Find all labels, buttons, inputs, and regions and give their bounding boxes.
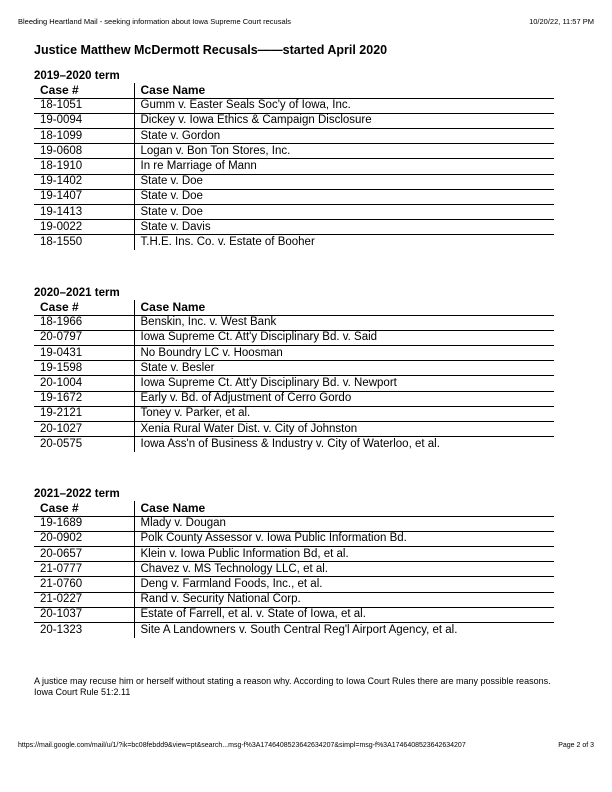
case-number: 20-0575 [34, 437, 134, 452]
case-name: Iowa Supreme Ct. Att'y Disciplinary Bd. v. Said [140, 331, 378, 344]
table-row [34, 422, 554, 437]
table-row [34, 174, 554, 189]
table-row [34, 129, 554, 144]
case-name: Iowa Ass'n of Business & Industry v. City of Waterloo, et al. [140, 438, 440, 451]
case-number: 21-0777 [34, 562, 134, 577]
table-row [34, 315, 554, 330]
case-name: No Boundry LC v. Hoosman [140, 346, 283, 359]
table-row [34, 220, 554, 235]
table-row [34, 159, 554, 174]
table-row [34, 547, 554, 562]
table-header-row [34, 83, 554, 98]
column-header-case-name: Case Name [140, 501, 206, 515]
table-row [34, 189, 554, 204]
case-number: 19-1407 [34, 189, 134, 204]
case-number: 18-1910 [34, 159, 134, 174]
print-footer [18, 742, 594, 752]
table-row [34, 623, 554, 638]
case-name: Rand v. Security National Corp. [140, 593, 301, 606]
term-heading: 2019–2020 term [34, 70, 120, 82]
table-row [34, 592, 554, 607]
case-number: 21-0227 [34, 592, 134, 607]
recusal-table [34, 83, 554, 250]
table-row [34, 577, 554, 592]
table-row [34, 376, 554, 391]
table-row [34, 361, 554, 376]
column-header-case-number: Case # [34, 83, 134, 98]
case-name: In re Marriage of Mann [140, 160, 257, 173]
table-row [34, 437, 554, 452]
table-row [34, 607, 554, 622]
case-name: State v. Gordon [140, 129, 221, 142]
case-name: Benskin, Inc. v. West Bank [140, 316, 277, 329]
case-number: 19-1402 [34, 174, 134, 189]
term-heading: 2020–2021 term [34, 287, 120, 299]
case-name: Logan v. Bon Ton Stores, Inc. [140, 144, 291, 157]
case-number: 19-0094 [34, 113, 134, 128]
case-name: T.H.E. Ins. Co. v. Estate of Booher [140, 236, 315, 249]
print-header-title: Bleeding Heartland Mail - seeking information about Iowa Supreme Court recusals [18, 17, 292, 26]
table-header-row [34, 501, 554, 516]
case-name: Deng v. Farmland Foods, Inc., et al. [140, 578, 323, 591]
case-number: 21-0760 [34, 577, 134, 592]
print-footer-url: https://mail.google.com/mail/u/1/?ik=bc08febdd9&view=pt&search...msg-f%3A1746408523642634207&simpl=msg-f%3A1746408523642634207 [18, 742, 466, 749]
case-name: Chavez v. MS Technology LLC, et al. [140, 562, 329, 575]
case-name: Site A Landowners v. South Central Reg'l Airport Agency, et al. [140, 623, 458, 636]
case-number: 19-1672 [34, 391, 134, 406]
table-row [34, 98, 554, 113]
recusal-note [34, 676, 574, 698]
case-name: Early v. Bd. of Adjustment of Cerro Gordo [140, 392, 352, 405]
case-number: 19-1689 [34, 516, 134, 531]
recusal-table [34, 300, 554, 452]
term-section-2021-2022 [34, 487, 554, 638]
case-number: 20-0797 [34, 330, 134, 345]
case-name: Iowa Supreme Ct. Att'y Disciplinary Bd. v. Newport [140, 377, 397, 390]
case-name: Polk County Assessor v. Iowa Public Information Bd. [140, 532, 407, 545]
case-name: State v. Besler [140, 361, 215, 374]
column-header-case-number: Case # [34, 300, 134, 315]
note-rule-citation: Iowa Court Rule 51:2.11 [34, 687, 131, 697]
column-header-case-number: Case # [34, 501, 134, 516]
case-name: Xenia Rural Water Dist. v. City of Johnston [140, 422, 358, 435]
case-number: 20-1027 [34, 422, 134, 437]
term-heading: 2021–2022 term [34, 488, 120, 500]
recusal-table [34, 501, 554, 638]
case-name: Gumm v. Easter Seals Soc'y of Iowa, Inc. [140, 99, 351, 112]
case-name: Toney v. Parker, et al. [140, 407, 251, 420]
case-number: 19-1413 [34, 205, 134, 220]
case-name: State v. Doe [140, 205, 203, 218]
case-name: Dickey v. Iowa Ethics & Campaign Disclosure [140, 114, 372, 127]
print-header [18, 17, 594, 27]
case-name: Klein v. Iowa Public Information Bd, et al. [140, 547, 349, 560]
document-title: Justice Matthew McDermott Recusals——started April 2020 [34, 43, 388, 57]
table-row [34, 235, 554, 250]
case-name: State v. Davis [140, 220, 211, 233]
case-number: 19-1598 [34, 361, 134, 376]
table-row [34, 330, 554, 345]
case-number: 20-0657 [34, 547, 134, 562]
print-header-datetime: 10/20/22, 11:57 PM [529, 17, 594, 26]
print-footer-page-number: Page 2 of 3 [558, 742, 594, 749]
case-number: 20-1323 [34, 623, 134, 638]
table-header-row [34, 300, 554, 315]
table-row [34, 391, 554, 406]
term-section-2019-2020 [34, 69, 554, 250]
term-section-2020-2021 [34, 286, 554, 452]
column-header-case-name: Case Name [140, 83, 206, 97]
table-row [34, 562, 554, 577]
table-row [34, 205, 554, 220]
case-number: 18-1051 [34, 98, 134, 113]
table-row [34, 531, 554, 546]
case-name: State v. Doe [140, 190, 203, 203]
table-row [34, 144, 554, 159]
case-name: Estate of Farrell, et al. v. State of Iowa, et al. [140, 608, 366, 621]
case-number: 18-1099 [34, 129, 134, 144]
case-number: 19-2121 [34, 406, 134, 421]
case-number: 18-1966 [34, 315, 134, 330]
case-number: 18-1550 [34, 235, 134, 250]
table-row [34, 346, 554, 361]
case-name: Mlady v. Dougan [140, 517, 226, 530]
table-row [34, 516, 554, 531]
case-number: 20-1004 [34, 376, 134, 391]
case-number: 19-0608 [34, 144, 134, 159]
note-text: A justice may recuse him or herself without stating a reason why. According to Iowa Court Rules there are many possible reasons. [34, 676, 551, 686]
table-row [34, 113, 554, 128]
case-number: 19-0022 [34, 220, 134, 235]
case-number: 20-1037 [34, 607, 134, 622]
case-name: State v. Doe [140, 175, 203, 188]
table-row [34, 406, 554, 421]
column-header-case-name: Case Name [140, 300, 206, 314]
case-number: 20-0902 [34, 531, 134, 546]
case-number: 19-0431 [34, 346, 134, 361]
